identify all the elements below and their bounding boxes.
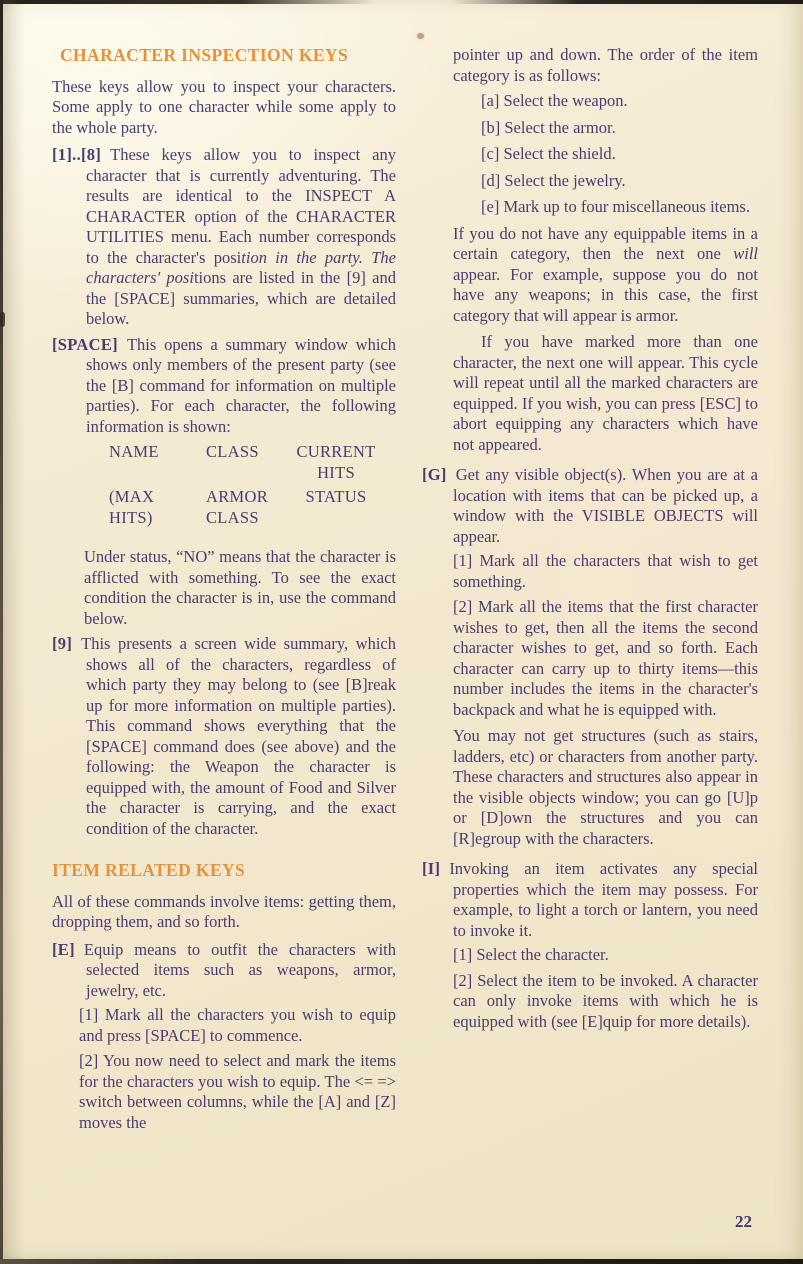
key-label-i: [I] bbox=[422, 859, 441, 878]
entry-key-g bbox=[422, 465, 758, 849]
paragraph-text-italic: will bbox=[733, 244, 758, 263]
entry-text: tions are listed in the [9] and the [SPACE] summaries, which are detailed below. bbox=[86, 268, 396, 328]
intro-paragraph: All of these commands involve items: getting them, dropping them, and so forth. bbox=[52, 891, 396, 931]
entry-text-italic: tion in the party. The characters' posi bbox=[86, 247, 396, 287]
entry-text: This opens a summary window which shows only members of the present party (see the [B] command for information on multiple parties). For each character, the following information is shown: bbox=[86, 334, 396, 436]
list-item-c: [c] Select the shield. bbox=[481, 144, 616, 163]
list-item-a: [a] Select the weapon. bbox=[481, 91, 628, 110]
key-label-g: [G] bbox=[422, 465, 447, 484]
entry-body bbox=[422, 465, 758, 547]
entry-body bbox=[422, 859, 758, 941]
sub-step-2: [2] Select the item to be invoked. A character can only invoke items with which he is equipped with (see [E]quip for more details). bbox=[453, 970, 758, 1031]
structures-note-paragraph: You may not get structures (such as stairs, ladders, etc) or characters from another party. These characters and structures also appear in the visible objects window; you can go [U]p or [D]own the structures and you can [R]egroup with the characters. bbox=[453, 726, 758, 848]
key-label-space: [SPACE] bbox=[52, 334, 118, 354]
sub-step-1: [1] Select the character. bbox=[453, 945, 609, 964]
sub-step-2: [2] Mark all the items that the first character wishes to get, then all the items the second character wishes to get, and so forth. Each character can carry up to thirty items—this number includes the items in the character's backpack and what he is equipped with. bbox=[453, 597, 758, 719]
entry-keys-1-8 bbox=[52, 145, 396, 330]
paragraph-text: If you do not have any equippable items in a certain category, then the next one bbox=[453, 223, 758, 263]
sub-step-1: [1] Mark all the characters you wish to equip and press [SPACE] to commence. bbox=[79, 1005, 396, 1045]
marked-characters-paragraph: If you have marked more than one character, the next one will appear. This cycle will repeat until all the marked characters are equipped. If you wish, you can press [ESC] to abort equipping any characters which have not appeared. bbox=[453, 332, 758, 454]
entry-key-9 bbox=[52, 634, 396, 839]
key-label-1-8: [1]..[8] bbox=[52, 145, 102, 164]
entry-text: This presents a screen wide summary, which shows all of the characters, regardless of which party they may belong to (see [B]reak up for more information on multiple parties). This command shows everything that the [SPACE] command does (see above) and the following: the Weapon the character is equipped with, the amount of Food and Silver the character is carrying, and the exact condition of the character. bbox=[81, 634, 396, 838]
table-cell: ARMOR CLASS bbox=[206, 487, 269, 527]
table-cell: NAME bbox=[109, 442, 159, 461]
page-number: 22 bbox=[735, 1212, 752, 1231]
entry-text: Get any visible object(s). When you are at a location with items that can be picked up, a window with the VISIBLE OBJECTS will appear. bbox=[453, 465, 758, 546]
binding-shadow bbox=[3, 0, 25, 1264]
category-order-list bbox=[422, 91, 758, 218]
ink-speck bbox=[417, 33, 424, 39]
sub-step-1: [1] Mark all the characters that wish to get something. bbox=[453, 551, 758, 591]
sub-step-2: [2] You now need to select and mark the items for the characters you wish to equip. The <= => switch between columns, while the [A] and [Z] moves the bbox=[79, 1051, 396, 1132]
edge-mark bbox=[0, 312, 5, 327]
summary-fields-table bbox=[52, 442, 396, 538]
entry-text: Equip means to outfit the characters with selected items such as weapons, armor, jewelry, etc. bbox=[83, 939, 396, 1000]
right-column bbox=[422, 45, 758, 1037]
entry-text: These keys allow you to inspect any character that is currently adventuring. The results are identical to the INSPECT A CHARACTER option of the CHARACTER UTILITIES menu. Each number corresponds to the character's posi bbox=[86, 145, 396, 267]
entry-key-space bbox=[52, 335, 396, 630]
list-item-e: [e] Mark up to four miscellaneous items. bbox=[481, 197, 750, 216]
entry-key-i bbox=[422, 859, 758, 1032]
key-label-9: [9] bbox=[52, 634, 73, 653]
equippable-note-paragraph bbox=[422, 224, 758, 327]
left-column bbox=[52, 45, 396, 1138]
table-cell: CURRENT HITS bbox=[296, 442, 376, 482]
intro-paragraph: These keys allow you to inspect your characters. Some apply to one character while some apply to the whole party. bbox=[52, 76, 396, 137]
entry-body bbox=[52, 145, 396, 330]
paragraph-text: appear. For example, suppose you do not have any weapons; in this case, the first category that will appear is armor. bbox=[453, 264, 758, 325]
table-cell: STATUS bbox=[305, 487, 367, 506]
list-item-d: [d] Select the jewelry. bbox=[481, 170, 626, 190]
table-cell: CLASS bbox=[206, 442, 259, 461]
entry-text: Invoking an item activates any special properties which the item may possess. For example, to light a torch or lantern, you need to invoke it. bbox=[449, 859, 758, 940]
entry-body bbox=[52, 634, 396, 839]
entry-body bbox=[52, 940, 396, 1002]
continued-paragraph: pointer up and down. The order of the item category is as follows: bbox=[453, 45, 758, 85]
key-label-e: [E] bbox=[52, 939, 75, 959]
list-item-b: [b] Select the armor. bbox=[481, 117, 616, 137]
section-heading-character-inspection: CHARACTER INSPECTION KEYS bbox=[60, 45, 349, 65]
status-note-paragraph: Under status, “NO” means that the character is afflicted with something. To see the exact condition the character is in, use the command below. bbox=[84, 547, 396, 628]
entry-body bbox=[52, 335, 396, 438]
scan-edge-top bbox=[0, 0, 803, 4]
section-heading-item-related: ITEM RELATED KEYS bbox=[52, 860, 246, 880]
table-cell: (MAX HITS) bbox=[109, 487, 155, 527]
entry-key-e bbox=[52, 940, 396, 1134]
scan-edge-bottom bbox=[0, 1259, 803, 1264]
